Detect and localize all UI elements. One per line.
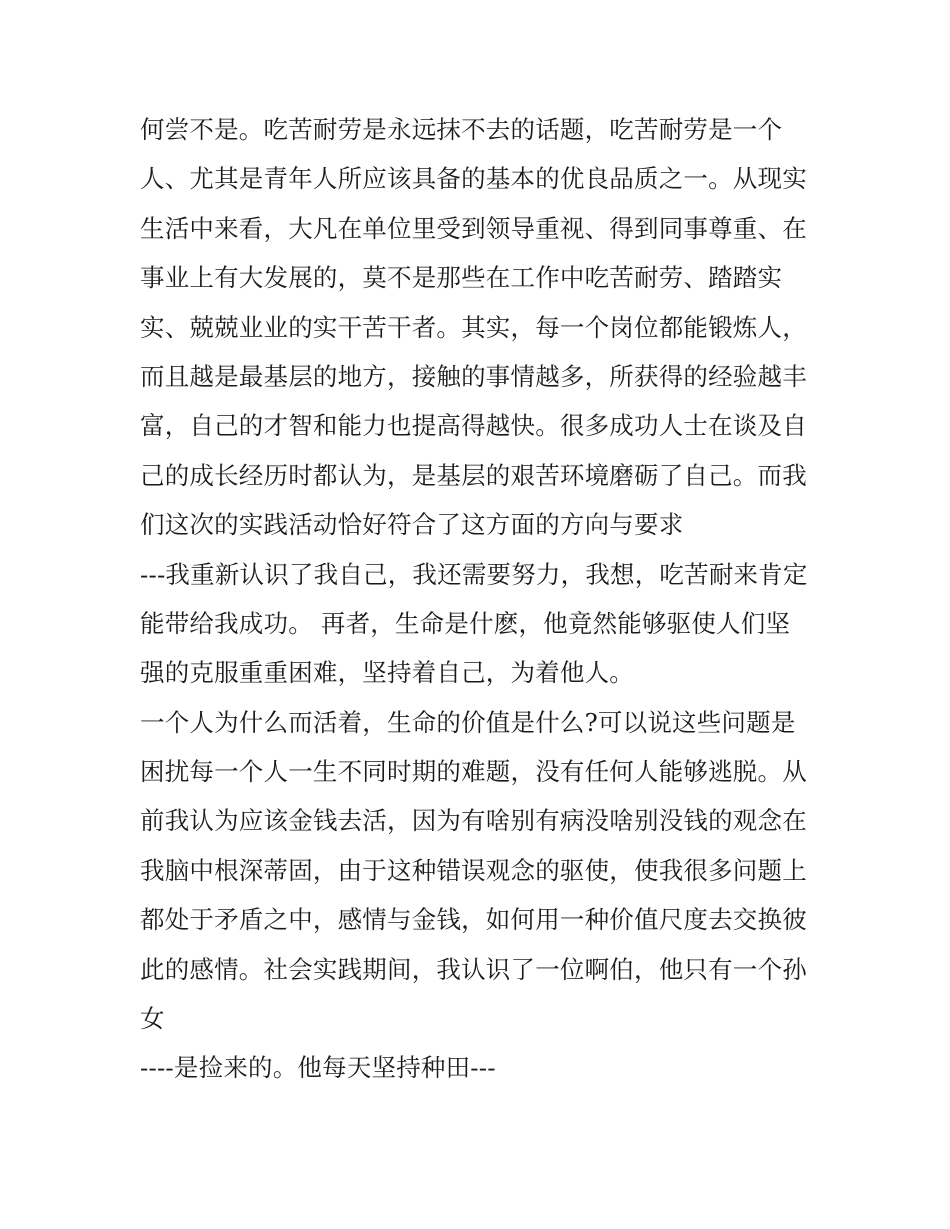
text-line: ----是捡来的。他每天坚持种田---: [140, 1053, 496, 1083]
text-line: 何尝不是。吃苦耐劳是永远抹不去的话题，吃苦耐劳是一个: [140, 115, 783, 144]
text-line: 此的感情。社会实践期间，我认识了一位啊伯，他只有一个孙: [140, 954, 807, 984]
text-line: 能带给我成功。 再者，生命是什麽，他竟然能够驱使人们坚: [140, 608, 791, 638]
text-line: 己的成长经历时都认为，是基层的艰苦环境磨砺了自己。而我: [140, 460, 807, 490]
text-line: 前我认为应该金钱去活，因为有啥别有病没啥别没钱的观念在: [140, 806, 807, 836]
text-line: 们这次的实践活动恰好符合了这方面的方向与要求: [140, 510, 684, 540]
body-text: [140, 105, 820, 1093]
text-line: 而且越是最基层的地方，接触的事情越多，所获得的经验越丰: [140, 361, 807, 391]
text-line: 一个人为什么而活着，生命的价值是什么?可以说这些问题是: [140, 707, 796, 737]
text-line: 强的克服重重困难，坚持着自己，为着他人。: [140, 658, 634, 688]
text-line: 事业上有大发展的，莫不是那些在工作中吃苦耐劳、踏踏实: [140, 263, 783, 293]
text-line: ---我重新认识了我自己，我还需要努力，我想，吃苦耐来肯定: [140, 559, 808, 589]
text-line: 实、兢兢业业的实干苦干者。其实，每一个岗位都能锻炼人，: [140, 312, 807, 342]
text-line: 女: [140, 1004, 165, 1034]
text-line: 困扰每一个人一生不同时期的难题，没有任何人能够逃脱。从: [140, 757, 807, 787]
text-line: 都处于矛盾之中，感情与金钱，如何用一种价值尺度去交换彼: [140, 905, 807, 935]
text-line: 生活中来看，大凡在单位里受到领导重视、得到同事尊重、在: [140, 213, 807, 243]
text-line: 富，自己的才智和能力也提高得越快。很多成功人士在谈及自: [140, 411, 807, 441]
text-line: 人、尤其是青年人所应该具备的基本的优良品质之一。从现实: [140, 164, 807, 194]
text-line: 我脑中根深蒂固，由于这种错误观念的驱使，使我很多问题上: [140, 855, 807, 885]
